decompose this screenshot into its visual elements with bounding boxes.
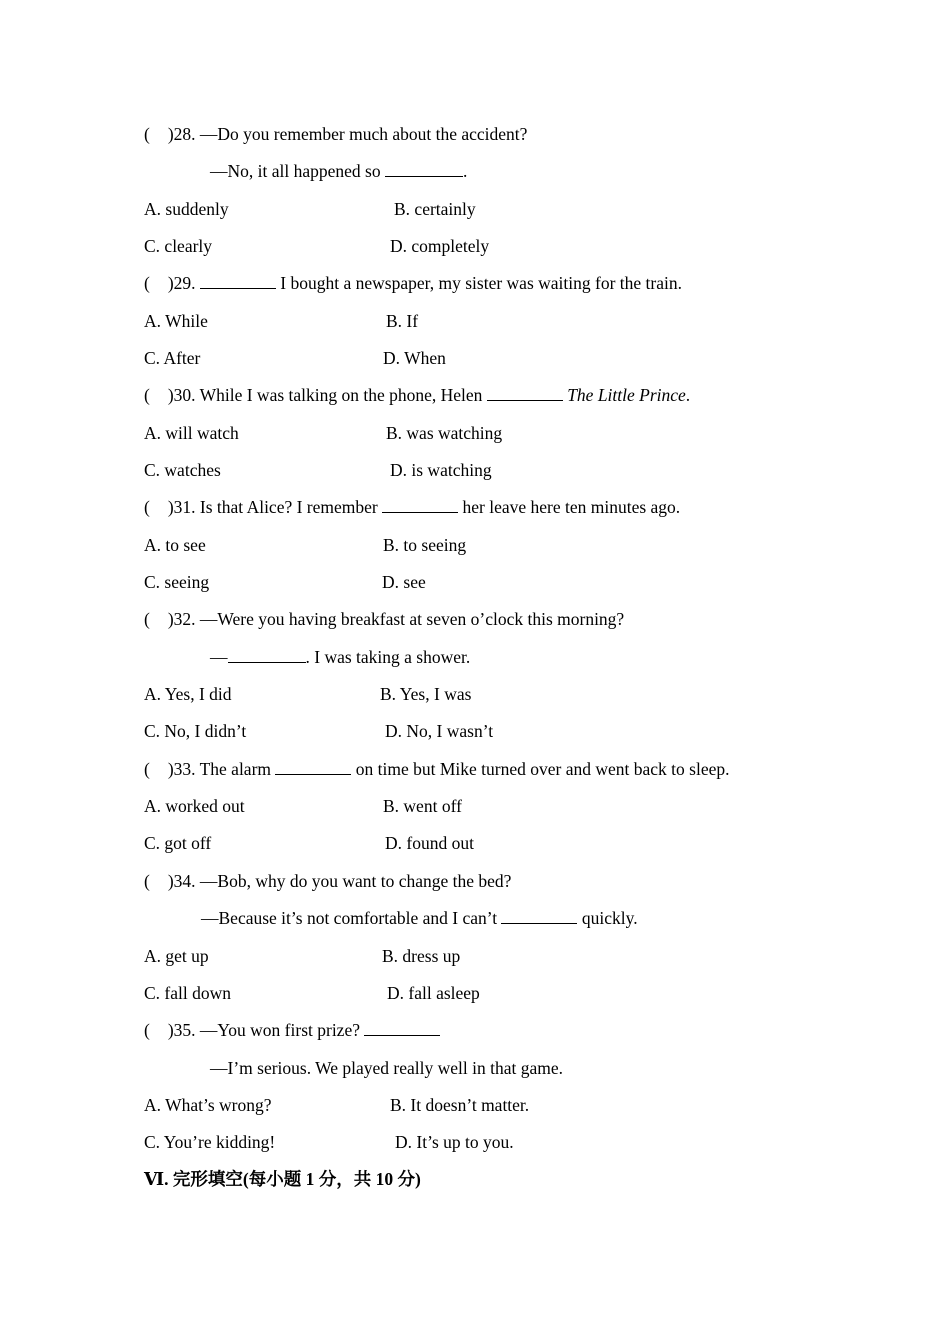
- question-stem: While I was talking on the phone, Helen: [199, 385, 487, 405]
- option-b: B. certainly: [394, 199, 476, 219]
- question-stem: —Were you having breakfast at seven o’clock this morning?: [199, 609, 625, 629]
- question-number: )33.: [167, 759, 200, 779]
- question-number: )32.: [167, 609, 200, 629]
- question-35: [144, 1019, 440, 1041]
- option-a: A. will watch: [144, 423, 239, 443]
- option-d: D. found out: [385, 833, 474, 853]
- question-number: )31.: [167, 497, 200, 517]
- option-d: D. is watching: [390, 460, 492, 480]
- option-d: D. see: [382, 572, 426, 592]
- question-33: ( )33. The alarm on time but Mike turned over and went back to sleep.: [144, 759, 730, 779]
- answer-blank: [200, 274, 276, 289]
- question-number: )35.: [167, 1020, 200, 1040]
- question-31: ( )31. Is that Alice? I remember her leave here ten minutes ago.: [144, 497, 681, 517]
- option-a: A. worked out: [144, 796, 245, 816]
- option-b: B. to seeing: [383, 535, 467, 555]
- question-35-reply: —I’m serious. We played really well in that game.: [210, 1058, 564, 1078]
- question-32-reply: — . I was taking a shower.: [210, 647, 471, 667]
- option-a: A. to see: [144, 535, 206, 555]
- question-number: )34.: [167, 871, 200, 891]
- question-number: )28.: [167, 124, 200, 144]
- option-c: C. seeing: [144, 572, 210, 592]
- question-stem: —You won first prize?: [199, 1020, 365, 1040]
- option-a: A. Yes, I did: [144, 684, 232, 704]
- answer-blank: [385, 162, 463, 177]
- answer-blank: [275, 760, 351, 775]
- answer-paren: (: [144, 609, 150, 629]
- question-stem: Is that Alice? I remember: [199, 497, 383, 517]
- answer-paren: (: [144, 124, 150, 144]
- option-c: C. No, I didn’t: [144, 721, 247, 741]
- answer-paren: (: [144, 273, 150, 293]
- answer-blank: [228, 648, 306, 663]
- option-d: D. No, I wasn’t: [385, 721, 494, 741]
- option-d: D. fall asleep: [387, 983, 480, 1003]
- option-c: C. got off: [144, 833, 212, 853]
- option-b: B. Yes, I was: [380, 684, 472, 704]
- section-heading: Ⅵ. 完形填空(每小题 1 分，共 10 分): [144, 1169, 421, 1189]
- question-stem: —Bob, why do you want to change the bed?: [199, 871, 512, 891]
- option-b: B. It doesn’t matter.: [390, 1095, 530, 1115]
- option-a: A. get up: [144, 946, 209, 966]
- book-title: The Little Prince: [567, 385, 686, 405]
- question-32: [144, 608, 624, 630]
- answer-paren: (: [144, 497, 150, 517]
- option-a: A. What’s wrong?: [144, 1095, 272, 1115]
- question-34: [144, 870, 511, 892]
- answer-blank: [364, 1021, 440, 1036]
- question-stem: I bought a newspaper, my sister was waiting for the train.: [275, 273, 682, 293]
- option-a: A. suddenly: [144, 199, 229, 219]
- option-d: D. completely: [390, 236, 490, 256]
- option-c: C. watches: [144, 460, 221, 480]
- question-number: )30.: [167, 385, 200, 405]
- answer-blank: [382, 498, 458, 513]
- answer-paren: (: [144, 385, 150, 405]
- answer-blank: [487, 386, 563, 401]
- answer-paren: (: [144, 871, 150, 891]
- question-34-reply: —Because it’s not comfortable and I can’t quickly.: [201, 908, 638, 928]
- question-30: ( )30. While I was talking on the phone, Helen The Little Prince.: [144, 385, 691, 405]
- option-b: B. dress up: [382, 946, 461, 966]
- option-b: B. was watching: [386, 423, 503, 443]
- answer-blank: [501, 909, 577, 924]
- question-29: [144, 272, 682, 294]
- option-c: C. You’re kidding!: [144, 1132, 276, 1152]
- question-number: )29.: [167, 273, 200, 293]
- option-b: B. went off: [383, 796, 462, 816]
- question-28: [144, 123, 527, 145]
- option-d: D. When: [383, 348, 446, 368]
- option-c: C. fall down: [144, 983, 232, 1003]
- question-28-reply: —No, it all happened so .: [210, 161, 468, 181]
- option-c: C. clearly: [144, 236, 213, 256]
- answer-paren: (: [144, 759, 150, 779]
- question-stem: —Do you remember much about the accident?: [199, 124, 528, 144]
- option-d: D. It’s up to you.: [395, 1132, 514, 1152]
- question-stem: The alarm: [199, 759, 276, 779]
- option-b: B. If: [386, 311, 419, 331]
- option-c: C. After: [144, 348, 201, 368]
- option-a: A. While: [144, 311, 208, 331]
- answer-paren: (: [144, 1020, 150, 1040]
